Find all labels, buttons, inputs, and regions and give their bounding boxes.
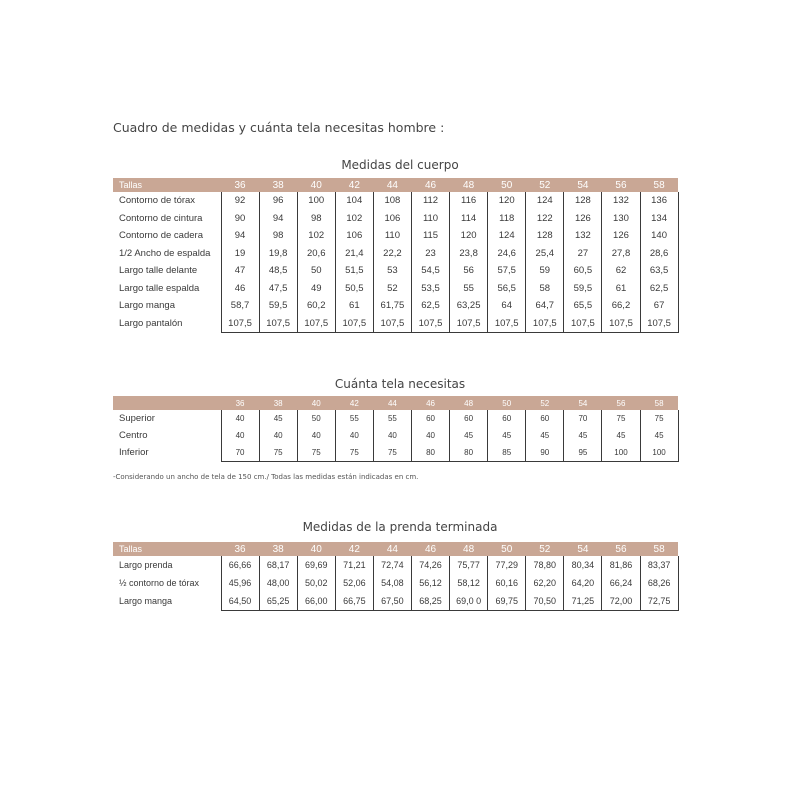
table-cell: 80 <box>450 444 488 462</box>
table-cell: 66,75 <box>335 592 373 611</box>
fabric-needed-title: Cuánta tela necesitas <box>334 377 466 391</box>
table-row <box>113 444 678 462</box>
table-cell: 124 <box>526 192 564 210</box>
table-cell: 68,25 <box>411 592 449 611</box>
table-row <box>113 297 678 315</box>
table-cell: 106 <box>335 227 373 245</box>
table-cell: 70 <box>221 444 259 462</box>
table-cell: 66,24 <box>602 574 640 592</box>
body-measurements-table <box>113 178 679 333</box>
size-header: 54 <box>564 396 602 410</box>
table-cell: 134 <box>640 210 678 228</box>
table-row <box>113 315 678 333</box>
table-cell: 120 <box>488 192 526 210</box>
table-cell: 114 <box>450 210 488 228</box>
table-cell: 61 <box>602 280 640 298</box>
table-cell: 69,69 <box>297 556 335 574</box>
table-cell: 107,5 <box>297 315 335 333</box>
size-header: 36 <box>221 178 259 192</box>
table-cell: 80 <box>411 444 449 462</box>
table-cell: 106 <box>373 210 411 228</box>
row-label: 1/2 Ancho de espalda <box>119 247 211 259</box>
table-cell: 140 <box>640 227 678 245</box>
table-row <box>113 280 678 298</box>
size-header: 52 <box>526 396 564 410</box>
size-header: 46 <box>411 396 449 410</box>
table-row <box>113 262 678 280</box>
size-header: 36 <box>221 396 259 410</box>
table-cell: 102 <box>335 210 373 228</box>
size-header: 46 <box>411 542 449 556</box>
table-header-row <box>113 178 678 192</box>
table-cell: 40 <box>221 427 259 444</box>
table-cell: 45 <box>526 427 564 444</box>
table-cell: 64 <box>488 297 526 315</box>
table-cell: 68,26 <box>640 574 678 592</box>
table-cell: 132 <box>602 192 640 210</box>
table-row <box>113 574 678 592</box>
table-row <box>113 192 678 210</box>
table-cell: 83,37 <box>640 556 678 574</box>
table-cell: 120 <box>450 227 488 245</box>
table-cell: 75 <box>297 444 335 462</box>
table-row <box>113 410 678 427</box>
row-label: Largo pantalón <box>119 318 183 329</box>
size-header: 44 <box>373 542 411 556</box>
size-header: 46 <box>411 178 449 192</box>
table-cell: 104 <box>335 192 373 210</box>
table-cell: 108 <box>373 192 411 210</box>
header-label <box>113 396 221 410</box>
table-cell: 92 <box>221 192 259 210</box>
table-cell: 72,75 <box>640 592 678 611</box>
row-label: Contorno de cadera <box>119 230 203 242</box>
table-cell: 115 <box>411 227 449 245</box>
table-cell: 66,66 <box>221 556 259 574</box>
table-cell: 40 <box>297 427 335 444</box>
table-cell: 60 <box>526 410 564 427</box>
table-cell: 62,5 <box>411 297 449 315</box>
table-cell: 72,00 <box>602 592 640 611</box>
table-cell: 45 <box>450 427 488 444</box>
table-cell: 67 <box>640 297 678 315</box>
table-cell: 128 <box>526 227 564 245</box>
table-cell: 100 <box>297 192 335 210</box>
table-cell: 45,96 <box>221 574 259 592</box>
table-cell: 59,5 <box>564 280 602 298</box>
table-cell: 59 <box>526 262 564 280</box>
table-row <box>113 592 678 611</box>
size-header: 50 <box>488 178 526 192</box>
size-header: 44 <box>373 178 411 192</box>
table-cell: 52,06 <box>335 574 373 592</box>
table-cell: 90 <box>221 210 259 228</box>
row-label: Largo prenda <box>119 560 173 570</box>
table-cell: 65,5 <box>564 297 602 315</box>
table-cell: 25,4 <box>526 245 564 263</box>
table-cell: 21,4 <box>335 245 373 263</box>
table-cell: 19 <box>221 245 259 263</box>
table-cell: 63,25 <box>450 297 488 315</box>
size-header: 48 <box>450 178 488 192</box>
table-cell: 23 <box>411 245 449 263</box>
size-header: 42 <box>335 178 373 192</box>
table-cell: 81,86 <box>602 556 640 574</box>
table-cell: 80,34 <box>564 556 602 574</box>
page-title: Cuadro de medidas y cuánta tela necesitas hombre : <box>113 120 445 135</box>
table-cell: 69,75 <box>488 592 526 611</box>
table-row <box>113 210 678 228</box>
table-cell: 60 <box>450 410 488 427</box>
table-cell: 71,25 <box>564 592 602 611</box>
table-cell: 65,25 <box>259 592 297 611</box>
table-cell: 45 <box>488 427 526 444</box>
table-cell: 53 <box>373 262 411 280</box>
size-header: 40 <box>297 396 335 410</box>
table-cell: 94 <box>259 210 297 228</box>
table-cell: 20,6 <box>297 245 335 263</box>
table-cell: 98 <box>259 227 297 245</box>
table-cell: 60,16 <box>488 574 526 592</box>
table-cell: 74,26 <box>411 556 449 574</box>
table-cell: 50 <box>297 410 335 427</box>
table-cell: 64,7 <box>526 297 564 315</box>
table-cell: 70 <box>564 410 602 427</box>
table-cell: 132 <box>564 227 602 245</box>
table-cell: 64,20 <box>564 574 602 592</box>
table-cell: 57,5 <box>488 262 526 280</box>
table-cell: 94 <box>221 227 259 245</box>
table-cell: 78,80 <box>526 556 564 574</box>
table-cell: 54,08 <box>373 574 411 592</box>
table-cell: 56 <box>450 262 488 280</box>
size-header: 50 <box>488 396 526 410</box>
row-label: Largo talle delante <box>119 265 198 277</box>
table-cell: 107,5 <box>450 315 488 333</box>
table-cell: 66,00 <box>297 592 335 611</box>
table-cell: 71,21 <box>335 556 373 574</box>
table-cell: 58,7 <box>221 297 259 315</box>
size-header: 38 <box>259 178 297 192</box>
row-label: Contorno de cintura <box>119 212 203 224</box>
table-cell: 128 <box>564 192 602 210</box>
table-cell: 60 <box>411 410 449 427</box>
table-cell: 55 <box>335 410 373 427</box>
row-label: Centro <box>119 430 148 441</box>
header-label: Tallas <box>113 178 221 192</box>
table-cell: 126 <box>602 227 640 245</box>
table-cell: 122 <box>526 210 564 228</box>
table-cell: 47,5 <box>259 280 297 298</box>
table-cell: 50,02 <box>297 574 335 592</box>
size-header: 50 <box>488 542 526 556</box>
table-cell: 49 <box>297 280 335 298</box>
table-cell: 100 <box>602 444 640 462</box>
table-cell: 116 <box>450 192 488 210</box>
table-cell: 61 <box>335 297 373 315</box>
table-cell: 45 <box>564 427 602 444</box>
finished-garment-table <box>113 542 679 611</box>
table-cell: 53,5 <box>411 280 449 298</box>
size-header: 56 <box>602 178 640 192</box>
table-cell: 55 <box>450 280 488 298</box>
table-cell: 107,5 <box>335 315 373 333</box>
table-cell: 107,5 <box>564 315 602 333</box>
table-cell: 107,5 <box>373 315 411 333</box>
table-cell: 40 <box>335 427 373 444</box>
table-cell: 75 <box>640 410 678 427</box>
table-cell: 45 <box>640 427 678 444</box>
table-cell: 64,50 <box>221 592 259 611</box>
row-label: Superior <box>119 413 155 424</box>
row-label: Largo manga <box>119 596 173 607</box>
table-cell: 77,29 <box>488 556 526 574</box>
table-cell: 40 <box>373 427 411 444</box>
table-cell: 110 <box>373 227 411 245</box>
table-cell: 107,5 <box>411 315 449 333</box>
size-header: 48 <box>450 542 488 556</box>
table-cell: 56,12 <box>411 574 449 592</box>
size-header: 38 <box>259 542 297 556</box>
size-header: 36 <box>221 542 259 556</box>
table-cell: 69,0 0 <box>450 592 488 611</box>
table-cell: 50,5 <box>335 280 373 298</box>
table-cell: 58,12 <box>450 574 488 592</box>
table-cell: 40 <box>259 427 297 444</box>
size-header: 52 <box>526 542 564 556</box>
size-header: 52 <box>526 178 564 192</box>
row-label: Largo talle espalda <box>119 282 200 294</box>
table-cell: 22,2 <box>373 245 411 263</box>
table-cell: 24,6 <box>488 245 526 263</box>
header-label: Tallas <box>113 542 221 556</box>
table-cell: 50 <box>297 262 335 280</box>
table-cell: 107,5 <box>221 315 259 333</box>
table-cell: 48,5 <box>259 262 297 280</box>
table-cell: 90 <box>526 444 564 462</box>
row-label: Contorno de tórax <box>119 195 196 207</box>
table-cell: 75 <box>602 410 640 427</box>
body-measurements-title: Medidas del cuerpo <box>341 158 459 172</box>
fabric-needed-table <box>113 396 679 462</box>
table-cell: 61,75 <box>373 297 411 315</box>
size-header: 58 <box>640 396 678 410</box>
table-cell: 46 <box>221 280 259 298</box>
table-cell: 107,5 <box>640 315 678 333</box>
table-header-row <box>113 542 678 556</box>
table-cell: 75 <box>373 444 411 462</box>
row-label: Largo manga <box>119 300 175 312</box>
table-cell: 60 <box>488 410 526 427</box>
table-cell: 70,50 <box>526 592 564 611</box>
table-row <box>113 227 678 245</box>
table-row <box>113 245 678 263</box>
table-cell: 124 <box>488 227 526 245</box>
table-cell: 62,20 <box>526 574 564 592</box>
size-header: 42 <box>335 396 373 410</box>
size-header: 44 <box>373 396 411 410</box>
table-cell: 66,2 <box>602 297 640 315</box>
table-cell: 85 <box>488 444 526 462</box>
size-header: 38 <box>259 396 297 410</box>
table-cell: 98 <box>297 210 335 228</box>
table-cell: 126 <box>564 210 602 228</box>
table-cell: 45 <box>259 410 297 427</box>
table-cell: 72,74 <box>373 556 411 574</box>
table-cell: 75 <box>335 444 373 462</box>
size-header: 54 <box>564 542 602 556</box>
table-cell: 40 <box>221 410 259 427</box>
table-cell: 63,5 <box>640 262 678 280</box>
table-cell: 130 <box>602 210 640 228</box>
size-header: 40 <box>297 542 335 556</box>
table-cell: 55 <box>373 410 411 427</box>
table-cell: 58 <box>526 280 564 298</box>
table-cell: 62 <box>602 262 640 280</box>
table-cell: 51,5 <box>335 262 373 280</box>
row-label: Inferior <box>119 447 149 459</box>
table-cell: 95 <box>564 444 602 462</box>
table-cell: 19,8 <box>259 245 297 263</box>
table-cell: 48,00 <box>259 574 297 592</box>
table-cell: 59,5 <box>259 297 297 315</box>
table-cell: 27,8 <box>602 245 640 263</box>
table-cell: 62,5 <box>640 280 678 298</box>
table-cell: 54,5 <box>411 262 449 280</box>
table-row <box>113 427 678 444</box>
footnote: -Considerando un ancho de tela de 150 cm./ Todas las medidas están indicadas en cm. <box>113 473 419 481</box>
table-row <box>113 556 678 574</box>
finished-garment-title: Medidas de la prenda terminada <box>302 520 498 534</box>
table-cell: 100 <box>640 444 678 462</box>
size-header: 48 <box>450 396 488 410</box>
table-cell: 107,5 <box>488 315 526 333</box>
table-header-row <box>113 396 678 410</box>
table-cell: 107,5 <box>602 315 640 333</box>
table-cell: 60,5 <box>564 262 602 280</box>
table-cell: 107,5 <box>259 315 297 333</box>
table-cell: 110 <box>411 210 449 228</box>
table-cell: 52 <box>373 280 411 298</box>
size-header: 40 <box>297 178 335 192</box>
table-cell: 67,50 <box>373 592 411 611</box>
size-header: 54 <box>564 178 602 192</box>
size-header: 58 <box>640 178 678 192</box>
table-cell: 107,5 <box>526 315 564 333</box>
size-header: 42 <box>335 542 373 556</box>
table-cell: 136 <box>640 192 678 210</box>
table-cell: 45 <box>602 427 640 444</box>
table-cell: 118 <box>488 210 526 228</box>
size-header: 58 <box>640 542 678 556</box>
table-cell: 60,2 <box>297 297 335 315</box>
row-label: ½ contorno de tórax <box>119 578 200 588</box>
table-cell: 102 <box>297 227 335 245</box>
table-cell: 68,17 <box>259 556 297 574</box>
table-cell: 112 <box>411 192 449 210</box>
table-cell: 27 <box>564 245 602 263</box>
table-cell: 56,5 <box>488 280 526 298</box>
table-cell: 23,8 <box>450 245 488 263</box>
size-header: 56 <box>602 396 640 410</box>
table-cell: 28,6 <box>640 245 678 263</box>
size-header: 56 <box>602 542 640 556</box>
table-cell: 96 <box>259 192 297 210</box>
table-cell: 75 <box>259 444 297 462</box>
table-cell: 47 <box>221 262 259 280</box>
table-cell: 40 <box>411 427 449 444</box>
table-cell: 75,77 <box>450 556 488 574</box>
